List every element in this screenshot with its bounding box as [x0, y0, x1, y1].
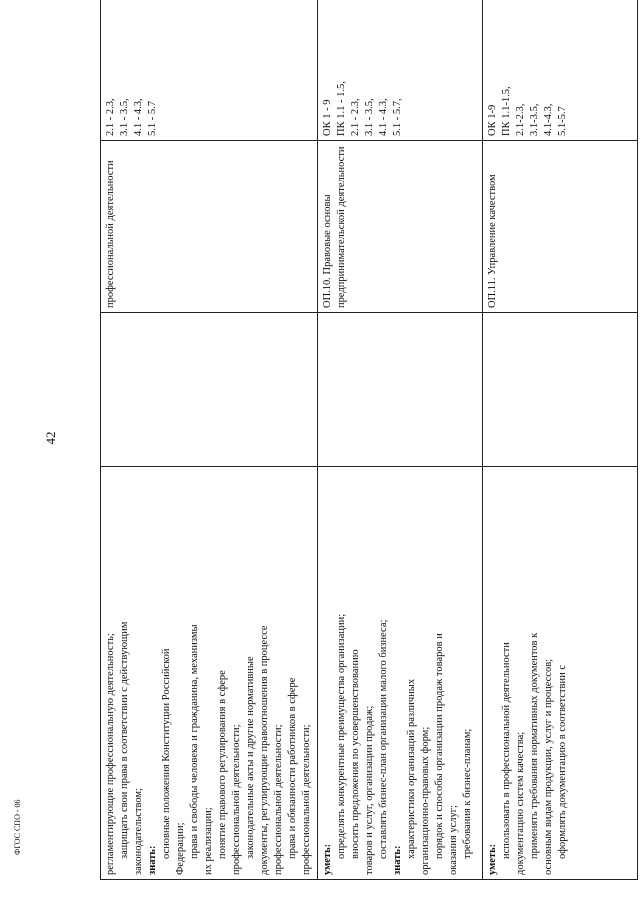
page-number: 42 [43, 431, 58, 445]
requirement-line: определять конкурентные преимущества организации; [336, 613, 347, 859]
requirement-line: требования к бизнес-планам; [462, 728, 473, 859]
requirement-line: оказания услуг; [448, 805, 459, 875]
requirement-line: профессиональной деятельности; [273, 724, 284, 875]
competency-code: ОК 1 - 9 [322, 99, 333, 136]
requirement-line: основные положения Конституции Российской [161, 648, 172, 859]
requirement-line: документы, регулирующие правоотношения в процессе [259, 625, 270, 875]
competency-code: 2.1 - 2.3, [350, 98, 361, 136]
section-keyword: знать: [147, 845, 158, 875]
requirement-line: вносить предложения по усовершенствованию [350, 649, 361, 859]
requirements-cell [101, 467, 318, 880]
requirement-line: применять требования нормативных документов к [529, 632, 540, 859]
competency-code: 4.1-4.3, [543, 103, 554, 136]
competency-code: ПК 1.1 - 1.5, [336, 81, 347, 136]
requirement-line: права и обязанности работников в сфере [287, 677, 298, 859]
requirement-line: использовать в профессиональной деятельности [501, 642, 512, 859]
discipline-cell: профессиональной деятельности [101, 141, 318, 313]
requirement-line: профессиональной деятельности; [301, 724, 312, 875]
competency-code: 3.1 - 3.5, [119, 98, 130, 136]
requirement-line: их реализации; [203, 807, 214, 875]
competency-codes-cell [483, 0, 638, 141]
requirements-cell [318, 467, 483, 880]
requirement-line: профессиональной деятельности; [231, 724, 242, 875]
requirement-line: характеристики организаций различных [406, 678, 417, 859]
hours-cell [101, 313, 318, 467]
requirement-line: составлять бизнес-план организации малого бизнеса; [378, 619, 389, 859]
requirement-line: законодательством; [133, 788, 144, 875]
competency-code: 2.1-2.3, [515, 103, 526, 136]
competency-code: 5.1 - 5.7, [392, 98, 403, 136]
requirement-line: оформлять документацию в соответствии с [557, 665, 568, 859]
footer-label: ФГОС СПО - 06 [13, 799, 22, 855]
competency-code: 4.1 - 4.3, [378, 98, 389, 136]
rotated-table-container [100, 15, 570, 880]
requirement-line: порядок и способы организации продаж товаров и [434, 633, 445, 859]
requirement-line: документацию систем качества; [515, 731, 526, 875]
requirement-line: Федерации; [175, 822, 186, 875]
competency-code: 3.1-3.5, [529, 103, 540, 136]
requirements-cell [483, 467, 638, 880]
requirement-line: законодательные акты и другие нормативные [245, 656, 256, 859]
section-keyword: уметь: [487, 843, 498, 875]
requirement-line: понятие правового регулирования в сфере [217, 670, 228, 859]
competency-code: 5.1-5.7 [557, 106, 568, 136]
competency-code: 2.1 - 2.3, [105, 98, 116, 136]
section-keyword: уметь: [322, 843, 333, 875]
requirement-line: основным видам продукции, услуг и процессов; [543, 658, 554, 875]
competency-code: 3.1 - 3.5, [364, 98, 375, 136]
hours-cell [483, 313, 638, 467]
requirement-line: права и свободы человека и гражданина, механизмы [189, 624, 200, 859]
table-row [318, 0, 483, 880]
requirement-line: защищать свои права в соответствии с действующим [119, 621, 130, 859]
competency-code: 4.1 - 4.3, [133, 98, 144, 136]
table-row [483, 0, 638, 880]
hours-cell [318, 313, 483, 467]
section-keyword: знать: [392, 845, 403, 875]
competency-codes-cell [101, 0, 318, 141]
competency-codes-cell [318, 0, 483, 141]
requirement-line: регламентирующие профессиональную деятельность; [105, 633, 116, 875]
competency-table [100, 0, 638, 880]
competency-code: ПК 1.1-1.5, [501, 86, 512, 136]
requirement-line: товаров и услуг, организации продаж; [364, 705, 375, 875]
table-row [101, 0, 318, 880]
discipline-cell: ОП.10. Правовые основы предпринимательской деятельности [318, 141, 483, 313]
requirement-line: организационно-правовых форм; [420, 726, 431, 875]
competency-code: ОК 1-9 [487, 104, 498, 136]
competency-code: 5.1 - 5.7 [147, 101, 158, 136]
discipline-cell: ОП.11. Управление качеством [483, 141, 638, 313]
